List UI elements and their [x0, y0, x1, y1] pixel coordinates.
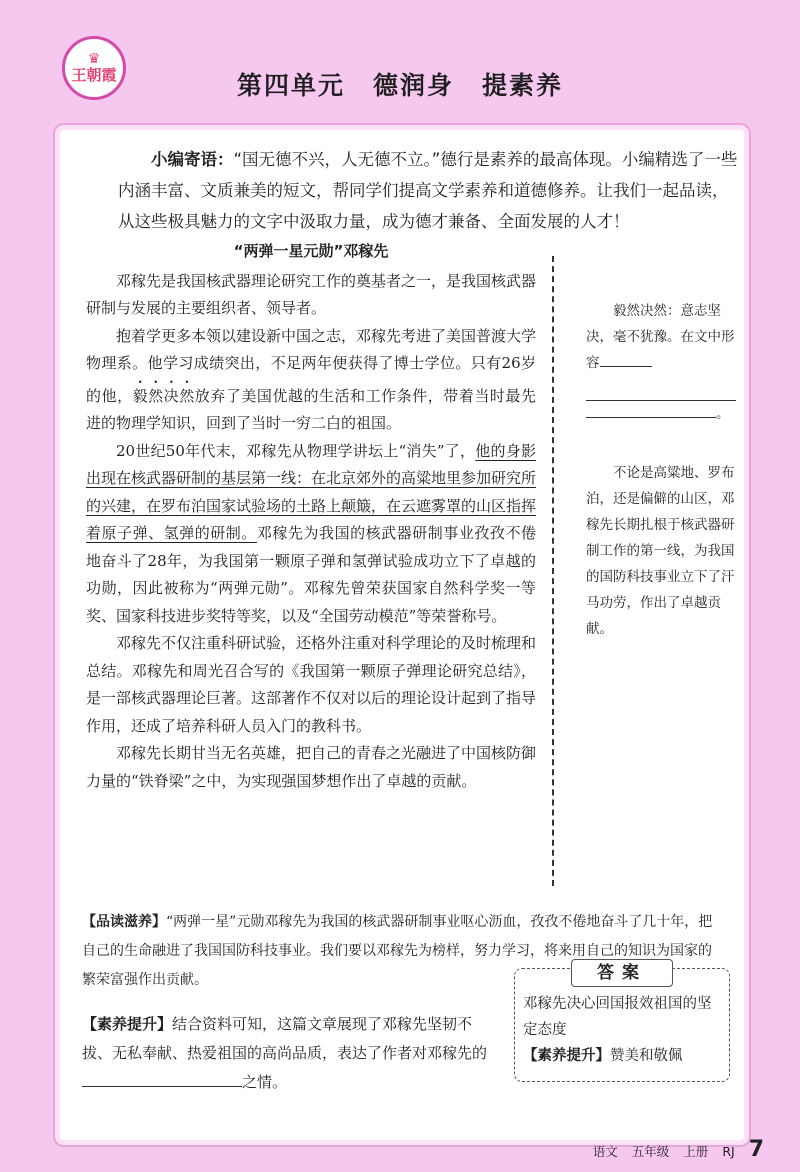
- answer-body: [523, 991, 723, 1069]
- intro-label: 小编寄语：: [151, 150, 234, 169]
- appreciation-text: “两弹一星”元勋邓稼先为我国的核武器研制事业呕心沥血，孜孜不倦地奋斗了几十年，把自己的生命融进了我国国防科技事业。我们要以邓稼先为榜样，努力学习，将来用自己的知识为国家的繁荣富强作出贡献。: [82, 914, 713, 988]
- literacy-label: 【素养提升】: [82, 1015, 173, 1033]
- unit-title-part: 德润身: [372, 71, 454, 100]
- appreciation-label: 【品读滋养】: [82, 914, 166, 930]
- answer-blank[interactable]: [586, 376, 736, 401]
- answer-blank[interactable]: [600, 350, 652, 367]
- editor-intro: [118, 144, 738, 237]
- unit-title: [0, 66, 800, 102]
- article-paragraph-1: 邓稼先是我国核武器理论研究工作的奠基者之一，是我国核武器研制与发展的主要组织者、领导者。: [86, 271, 537, 317]
- footer-edition: RJ: [722, 1144, 735, 1159]
- crown-icon: ♛: [87, 51, 101, 67]
- content-panel: [60, 130, 744, 1140]
- unit-title-part: 第四单元: [236, 71, 345, 100]
- dashed-divider: [552, 256, 554, 886]
- unit-title-part: 提素养: [482, 71, 564, 100]
- logo-text: 王朝霞: [71, 66, 117, 84]
- p2-emphasis: 毅然决然: [132, 386, 195, 405]
- footer-volume: 上册: [683, 1144, 709, 1159]
- note1-text: 毅然决然：意志坚决，毫不犹豫。在文中形容: [586, 303, 735, 371]
- article-paragraph-4: 邓稼先不仅注重科研试验，还格外注重对科学理论的及时梳理和总结。邓稼先和周光召合写的《我国第一颗原子弹理论研究总结》，是一部核武器理论巨著。这部著作不仅对以后的理论设计起到了指导作用，还成了培养科研人员入门的教科书。: [86, 634, 537, 735]
- intro-text: “国无德不兴，人无德不立。”德行是素养的最高体现。小编精选了一些内涵丰富、文质兼美的短文，帮同学们提高文学素养和道德修养。让我们一起品读，从这些极具魅力的文字中汲取力量，成为德才兼备、全面发展的人才！: [118, 150, 738, 231]
- answer-text-2: 赞美和敬佩: [610, 1048, 683, 1064]
- side-note-comment: 不论是高粱地、罗布泊，还是偏僻的山区，邓稼先长期扎根于核武器研制工作的第一线，为我国的国防科技事业立下了汗马功劳，作出了卓越贡献。: [586, 465, 735, 637]
- article-title: “两弹一星元勋”邓稼先: [233, 242, 389, 260]
- page-footer: [593, 1137, 764, 1162]
- note1-end: 。: [716, 406, 730, 422]
- article-paragraph-3: [86, 438, 536, 631]
- literacy-text-a: 结合资料可知，这篇文章展现了邓稼先坚韧不拔、无私奉献、热爱祖国的高尚品质，表达了作者对邓稼先的: [82, 1015, 488, 1062]
- p3-text-a: 20世纪50年代末，邓稼先从物理学讲坛上“消失”了，: [116, 441, 476, 460]
- side-note-definition: [586, 298, 736, 427]
- answer-box: [514, 963, 730, 1082]
- answer-title: 答案: [571, 959, 673, 987]
- footer-grade: 五年级: [631, 1144, 670, 1159]
- article-paragraph-2: [86, 323, 536, 438]
- literacy-section: [82, 1010, 492, 1097]
- answer-line-1: 邓稼先决心回国报效祖国的坚定态度: [523, 996, 712, 1038]
- article-paragraph-5: 邓稼先长期甘当无名英雄，把自己的青春之光融进了中国核防御力量的“铁脊梁”之中，为实现强国梦想作出了卓越的贡献。: [86, 744, 537, 790]
- footer-subject: 语文: [592, 1144, 618, 1159]
- answer-label-2: 【素养提升】: [523, 1048, 610, 1064]
- article: [86, 238, 536, 795]
- p2-text-a: 抱着学更多本领以建设新中国之志，邓稼先考进了美国普渡大学物理系。他学习成绩突出，不足两年便获得了博士学位。只有26岁的他，: [86, 326, 537, 405]
- p2-text-b: 放弃了美国优越的生活和工作条件，带着当时最先进的物理学知识，回到了当时一穷二白的祖国。: [86, 386, 536, 432]
- answer-line-2: [523, 1043, 723, 1069]
- answer-blank[interactable]: [586, 401, 716, 418]
- literacy-text-b: 之情。: [242, 1073, 288, 1091]
- page-number: 7: [748, 1137, 764, 1162]
- p3-text-b: 邓稼先为我国的核武器研制事业孜孜不倦地奋斗了28年，为我国第一颗原子弹和氢弹试验成功立下了卓越的功勋，因此被称为“两弹元勋”。邓稼先曾荣获国家自然科学奖一等奖、国家科技进步奖特等奖，以及“全国劳动模范”等荣誉称号。: [86, 524, 536, 625]
- p3-underlined: 他的身影出现在核武器研制的基层第一线：在北京郊外的高粱地里参加研究所的兴建，在罗布泊国家试验场的土路上颠簸，在云遮雾罩的山区指挥着原子弹、氢弹的研制。: [86, 441, 537, 542]
- answer-blank[interactable]: [82, 1070, 242, 1087]
